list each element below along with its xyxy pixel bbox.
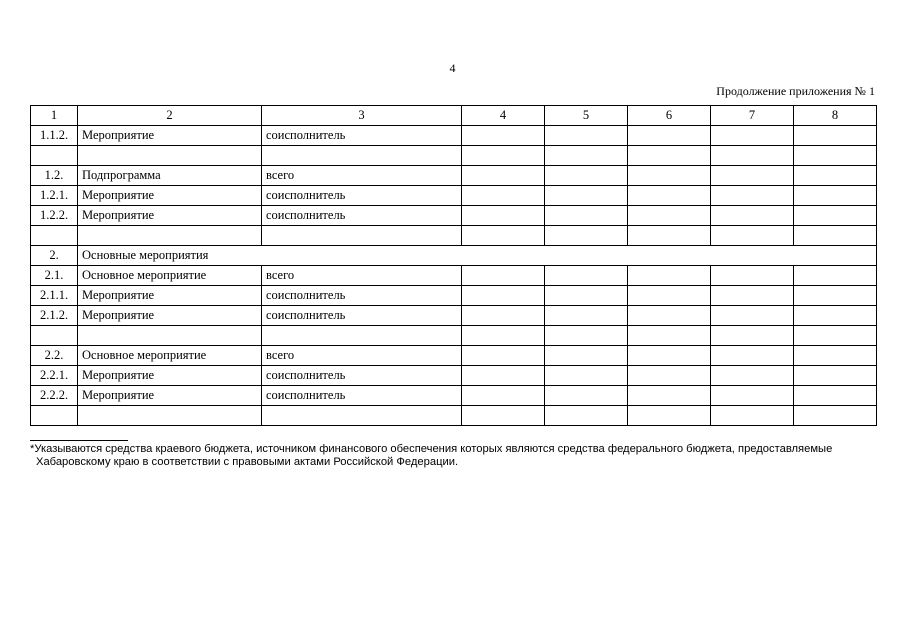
- table-row: [31, 306, 877, 326]
- row-number-cell: 1.2.: [31, 166, 78, 186]
- row-name-cell: Основное мероприятие: [78, 346, 262, 366]
- value-cell: [545, 346, 628, 366]
- table-row: [31, 406, 877, 426]
- continuation-label: Продолжение приложения № 1: [716, 84, 875, 98]
- value-cell: [462, 146, 545, 166]
- row-number-cell: 1.2.1.: [31, 186, 78, 206]
- header-cell: 8: [794, 106, 877, 126]
- row-role-cell: соисполнитель: [262, 126, 462, 146]
- value-cell: [711, 406, 794, 426]
- row-role-cell: всего: [262, 266, 462, 286]
- table-row: [31, 366, 877, 386]
- value-cell: [462, 286, 545, 306]
- row-role-cell: соисполнитель: [262, 206, 462, 226]
- row-number-cell: 2.: [31, 246, 78, 266]
- table-row: [31, 346, 877, 366]
- value-cell: [794, 286, 877, 306]
- value-cell: [545, 286, 628, 306]
- value-cell: [711, 286, 794, 306]
- value-cell: [794, 166, 877, 186]
- value-cell: [794, 126, 877, 146]
- value-cell: [545, 226, 628, 246]
- value-cell: [628, 206, 711, 226]
- row-role-cell: [262, 326, 462, 346]
- value-cell: [462, 386, 545, 406]
- value-cell: [462, 186, 545, 206]
- row-number-cell: 2.2.1.: [31, 366, 78, 386]
- row-role-cell: соисполнитель: [262, 286, 462, 306]
- row-number-cell: [31, 146, 78, 166]
- value-cell: [794, 406, 877, 426]
- value-cell: [794, 366, 877, 386]
- value-cell: [628, 266, 711, 286]
- value-cell: [462, 226, 545, 246]
- row-number-cell: 1.2.2.: [31, 206, 78, 226]
- footnote-rule: [30, 440, 128, 441]
- table-row: [31, 386, 877, 406]
- footnote-line-1: *Указываются средства краевого бюджета, источником финансового обеспечения которых являются средства федерального бюджета, предоставляемые: [30, 443, 833, 455]
- row-role-cell: [262, 146, 462, 166]
- value-cell: [628, 386, 711, 406]
- row-name-cell: [78, 146, 262, 166]
- value-cell: [711, 206, 794, 226]
- value-cell: [545, 366, 628, 386]
- value-cell: [462, 306, 545, 326]
- row-role-cell: соисполнитель: [262, 366, 462, 386]
- row-name-cell: Мероприятие: [78, 306, 262, 326]
- row-role-cell: соисполнитель: [262, 186, 462, 206]
- value-cell: [545, 386, 628, 406]
- value-cell: [462, 406, 545, 426]
- value-cell: [711, 306, 794, 326]
- value-cell: [794, 386, 877, 406]
- value-cell: [628, 346, 711, 366]
- row-role-cell: всего: [262, 166, 462, 186]
- row-number-cell: 2.1.2.: [31, 306, 78, 326]
- row-role-cell: [262, 406, 462, 426]
- value-cell: [545, 206, 628, 226]
- value-cell: [545, 326, 628, 346]
- value-cell: [545, 306, 628, 326]
- row-name-cell: Основное мероприятие: [78, 266, 262, 286]
- value-cell: [462, 346, 545, 366]
- row-name-cell: Мероприятие: [78, 366, 262, 386]
- value-cell: [628, 146, 711, 166]
- header-cell: 6: [628, 106, 711, 126]
- row-name-cell: Мероприятие: [78, 206, 262, 226]
- header-cell: 2: [78, 106, 262, 126]
- value-cell: [545, 406, 628, 426]
- header-cell: 5: [545, 106, 628, 126]
- row-number-cell: 2.1.: [31, 266, 78, 286]
- row-name-cell: Подпрограмма: [78, 166, 262, 186]
- value-cell: [711, 226, 794, 246]
- value-cell: [794, 186, 877, 206]
- row-number-cell: [31, 406, 78, 426]
- row-name-cell: Мероприятие: [78, 386, 262, 406]
- value-cell: [462, 366, 545, 386]
- table-row: [31, 226, 877, 246]
- row-role-cell: [262, 226, 462, 246]
- table-row: [31, 126, 877, 146]
- value-cell: [628, 306, 711, 326]
- value-cell: [711, 386, 794, 406]
- value-cell: [628, 126, 711, 146]
- value-cell: [794, 266, 877, 286]
- row-number-cell: [31, 326, 78, 346]
- row-name-cell: Основные мероприятия: [78, 246, 877, 266]
- value-cell: [794, 326, 877, 346]
- appendix-table: [30, 105, 877, 426]
- value-cell: [794, 226, 877, 246]
- header-cell: 4: [462, 106, 545, 126]
- value-cell: [628, 226, 711, 246]
- value-cell: [794, 346, 877, 366]
- page-number: 4: [449, 61, 456, 75]
- row-number-cell: 2.1.1.: [31, 286, 78, 306]
- row-number-cell: 2.2.: [31, 346, 78, 366]
- table-row: [31, 246, 877, 266]
- value-cell: [628, 366, 711, 386]
- row-number-cell: [31, 226, 78, 246]
- value-cell: [462, 206, 545, 226]
- row-name-cell: [78, 326, 262, 346]
- value-cell: [711, 186, 794, 206]
- value-cell: [545, 146, 628, 166]
- value-cell: [462, 266, 545, 286]
- value-cell: [711, 266, 794, 286]
- header-cell: 7: [711, 106, 794, 126]
- row-name-cell: Мероприятие: [78, 126, 262, 146]
- value-cell: [628, 186, 711, 206]
- row-role-cell: соисполнитель: [262, 386, 462, 406]
- value-cell: [545, 186, 628, 206]
- value-cell: [711, 326, 794, 346]
- row-name-cell: Мероприятие: [78, 286, 262, 306]
- value-cell: [545, 266, 628, 286]
- table-row: [31, 206, 877, 226]
- value-cell: [462, 166, 545, 186]
- header-row: [31, 106, 877, 126]
- header-cell: 3: [262, 106, 462, 126]
- footnote-line-2: Хабаровскому краю в соответствии с правовыми актами Российской Федерации.: [36, 455, 459, 468]
- table-row: [31, 166, 877, 186]
- row-role-cell: всего: [262, 346, 462, 366]
- table-row: [31, 326, 877, 346]
- row-name-cell: Мероприятие: [78, 186, 262, 206]
- value-cell: [462, 326, 545, 346]
- value-cell: [545, 166, 628, 186]
- value-cell: [711, 366, 794, 386]
- value-cell: [711, 346, 794, 366]
- table-row: [31, 186, 877, 206]
- table-row: [31, 286, 877, 306]
- value-cell: [628, 286, 711, 306]
- value-cell: [545, 126, 628, 146]
- row-name-cell: [78, 406, 262, 426]
- footnote: [30, 443, 880, 468]
- row-name-cell: [78, 226, 262, 246]
- header-cell: 1: [31, 106, 78, 126]
- value-cell: [711, 146, 794, 166]
- row-number-cell: 1.1.2.: [31, 126, 78, 146]
- value-cell: [462, 126, 545, 146]
- value-cell: [628, 166, 711, 186]
- value-cell: [711, 126, 794, 146]
- value-cell: [628, 326, 711, 346]
- value-cell: [794, 306, 877, 326]
- table-row: [31, 146, 877, 166]
- table-row: [31, 266, 877, 286]
- value-cell: [794, 146, 877, 166]
- row-role-cell: соисполнитель: [262, 306, 462, 326]
- row-number-cell: 2.2.2.: [31, 386, 78, 406]
- value-cell: [628, 406, 711, 426]
- value-cell: [711, 166, 794, 186]
- value-cell: [794, 206, 877, 226]
